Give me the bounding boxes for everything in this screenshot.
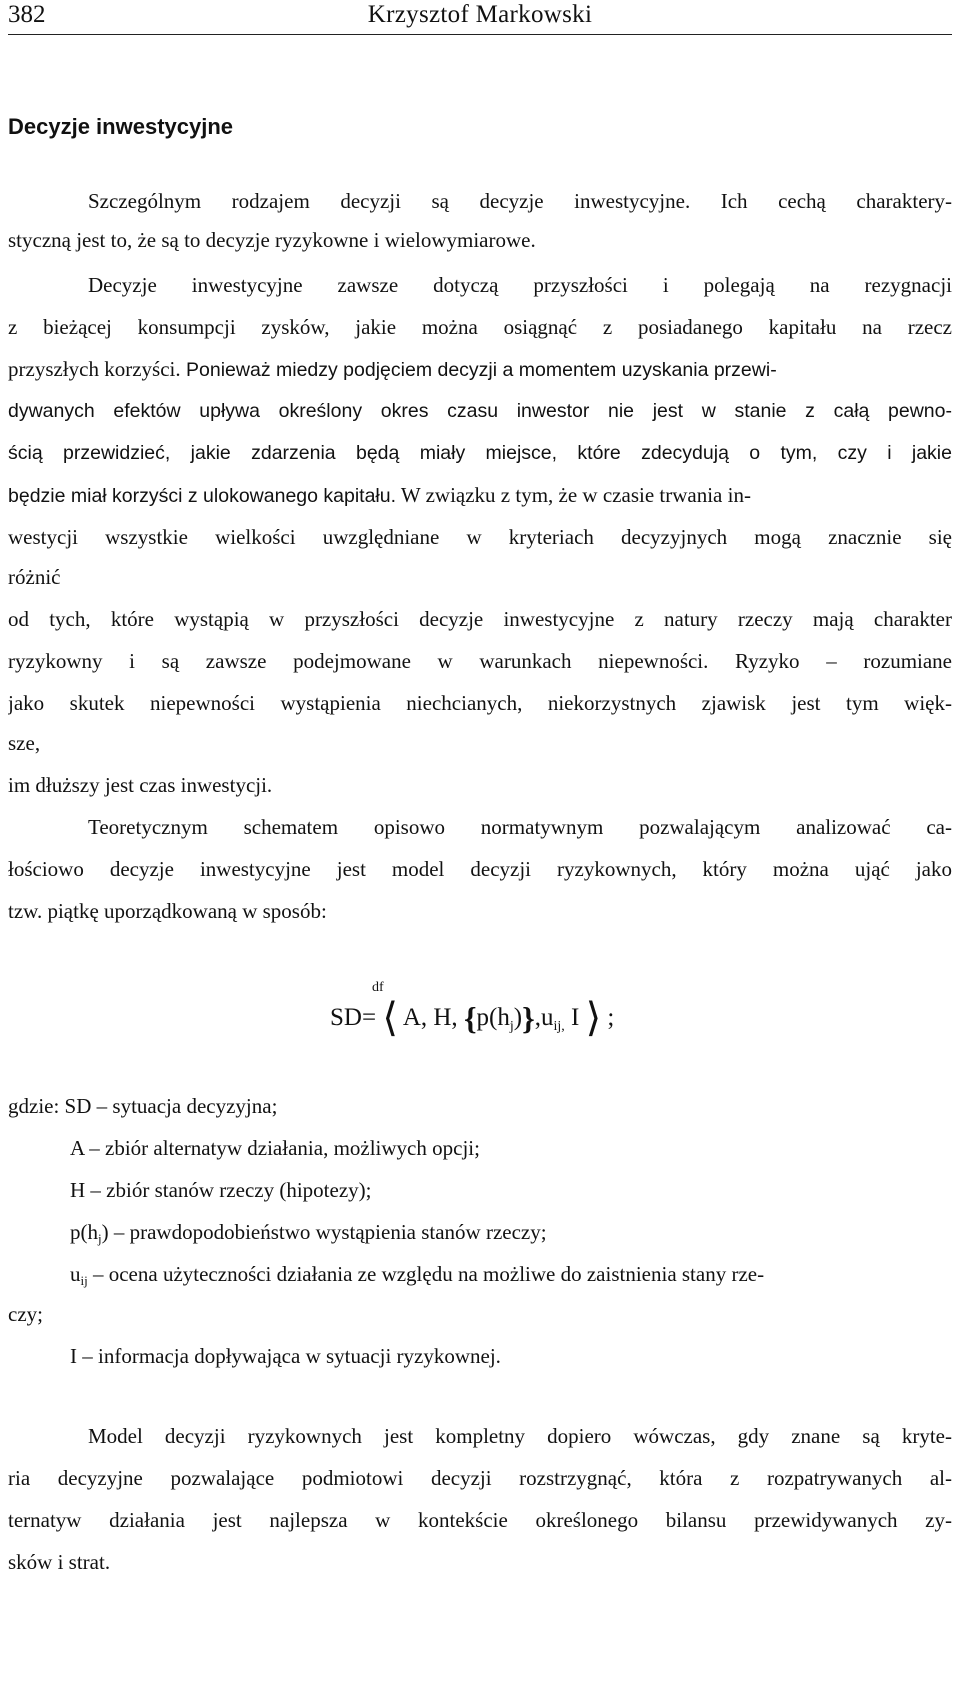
paragraph-2-line: ścią przewidzieć, jakie zdarzenia będą miały miejsce, które zdecydują o tym, czy i jakie xyxy=(8,442,952,464)
page-number: 382 xyxy=(8,1,46,28)
paragraph-3-line: Teoretycznym schematem opisowo normatywnym pozwalającym analizować ca- xyxy=(88,815,952,839)
paragraph-2-line xyxy=(8,479,952,511)
paragraph-2-line: różnić xyxy=(8,565,61,589)
paragraph-1-line: Szczególnym rodzajem decyzji są decyzje inwestycyjne. Ich cechą charaktery- xyxy=(88,189,952,213)
legend-p-text: ) – prawdopodobieństwo wystąpienia stanów rzeczy; xyxy=(101,1220,547,1244)
paragraph-2-line: od tych, które wystąpią w przyszłości decyzje inwestycyjne z natury rzeczy mają charakter xyxy=(8,607,952,631)
paragraph-1-line: styczną jest to, że są to decyzje ryzykowne i wielowymiarowe. xyxy=(8,228,536,252)
formula-sub-ij: ij, xyxy=(553,1019,565,1034)
paragraph-3-line: tzw. piątkę uporządkowaną w sposób: xyxy=(8,899,327,923)
left-angle-bracket-icon: ⟨ xyxy=(382,995,398,1040)
legend-intro: gdzie: SD – sytuacja decyzyjna; xyxy=(8,1094,278,1118)
paragraph-2-segment: W związku z tym, że w czasie trwania in- xyxy=(396,483,751,507)
legend-item-u-continued: czy; xyxy=(8,1302,43,1326)
formula-semicolon: ; xyxy=(607,1004,615,1031)
formula-hypotheses: H, xyxy=(433,1004,458,1031)
paragraph-2-line: jako skutek niepewności wystąpienia niechcianych, niekorzystnych zjawisk jest tym więk- xyxy=(8,691,952,715)
paragraph-2-line: sze, xyxy=(8,731,41,755)
page-header xyxy=(8,0,952,35)
legend-item-a: A – zbiór alternatyw działania, możliwych opcji; xyxy=(70,1136,480,1160)
legend-p-subscript: j xyxy=(98,1231,102,1246)
paragraph-4-line: ternatyw działania jest najlepsza w kontekście określonego bilansu przewidywanych zy- xyxy=(8,1508,952,1532)
paragraph-2-line: ryzykowny i są zawsze podejmowane w warunkach niepewności. Ryzyko – rozumiane xyxy=(8,649,952,673)
legend-p-symbol: p(h xyxy=(70,1220,98,1244)
paragraph-4-line: Model decyzji ryzykownych jest kompletny dopiero wówczas, gdy znane są kryte- xyxy=(88,1424,952,1448)
paragraph-2-segment: Ponieważ miedzy podjęciem decyzji a momentem uzyskania przewi- xyxy=(180,359,777,381)
formula-lhs: SD xyxy=(330,1004,362,1031)
legend-item-h: H – zbiór stanów rzeczy (hipotezy); xyxy=(70,1178,372,1202)
formula-alternatives: A, xyxy=(402,1004,428,1031)
paragraph-4-line: sków i strat. xyxy=(8,1550,111,1574)
formula-equals: = xyxy=(361,1004,377,1031)
paragraph-2-line: Decyzje inwestycyjne zawsze dotyczą przyszłości i polegają na rezygnacji xyxy=(88,273,952,297)
right-angle-bracket-icon: ⟩ xyxy=(585,995,602,1040)
right-brace-icon: } xyxy=(522,1000,535,1036)
formula-expression xyxy=(330,995,615,1040)
formula-df-mark: df xyxy=(372,980,384,995)
paragraph-3-line: łościowo decyzje inwestycyjne jest model decyzji ryzykownych, który można ująć jako xyxy=(8,857,952,881)
paragraph-4-line: ria decyzyjne pozwalające podmiotowi decyzji rozstrzygnąć, która z rozpatrywanych al- xyxy=(8,1466,952,1490)
left-brace-icon: { xyxy=(463,1000,477,1036)
formula-h: (h xyxy=(489,1004,510,1031)
formula-u: u xyxy=(540,1004,554,1031)
paragraph-2-line xyxy=(8,353,952,385)
formula-close-paren: ) xyxy=(513,1004,523,1031)
section-title: Decyzje inwestycyjne xyxy=(8,114,234,139)
formula-p: p xyxy=(476,1004,490,1031)
legend-item-u xyxy=(70,1258,952,1290)
paragraph-2-line: z bieżącej konsumpcji zysków, jakie można osiągnąć z posiadanego kapitału na rzecz xyxy=(8,315,952,339)
running-head-author: Krzysztof Markowski xyxy=(367,1,593,28)
legend-u-symbol: u xyxy=(70,1262,81,1286)
formula-comma: , xyxy=(534,1004,541,1031)
formula-information: I xyxy=(570,1004,580,1031)
legend-u-text: – ocena użyteczności działania ze względu na możliwe do zaistnienia stany rze- xyxy=(87,1262,765,1286)
legend-u-subscript: ij xyxy=(80,1273,88,1288)
paragraph-2-line: im dłuższy jest czas inwestycji. xyxy=(8,773,273,797)
paragraph-2-segment: będzie miał korzyści z ulokowanego kapitału. xyxy=(8,485,397,507)
paragraph-2-line: dywanych efektów upływa określony okres czasu inwestor nie jest w stanie z całą pewno- xyxy=(8,400,952,422)
legend-item-i: I – informacja dopływająca w sytuacji ryzykownej. xyxy=(70,1344,501,1368)
paragraph-2-segment: przyszłych korzyści. xyxy=(8,357,181,381)
formula-sub-j: j xyxy=(509,1019,514,1034)
paragraph-2-line: westycji wszystkie wielkości uwzględniane w kryteriach decyzyjnych mogą znacznie się xyxy=(8,525,952,549)
legend-item-p xyxy=(70,1216,952,1248)
